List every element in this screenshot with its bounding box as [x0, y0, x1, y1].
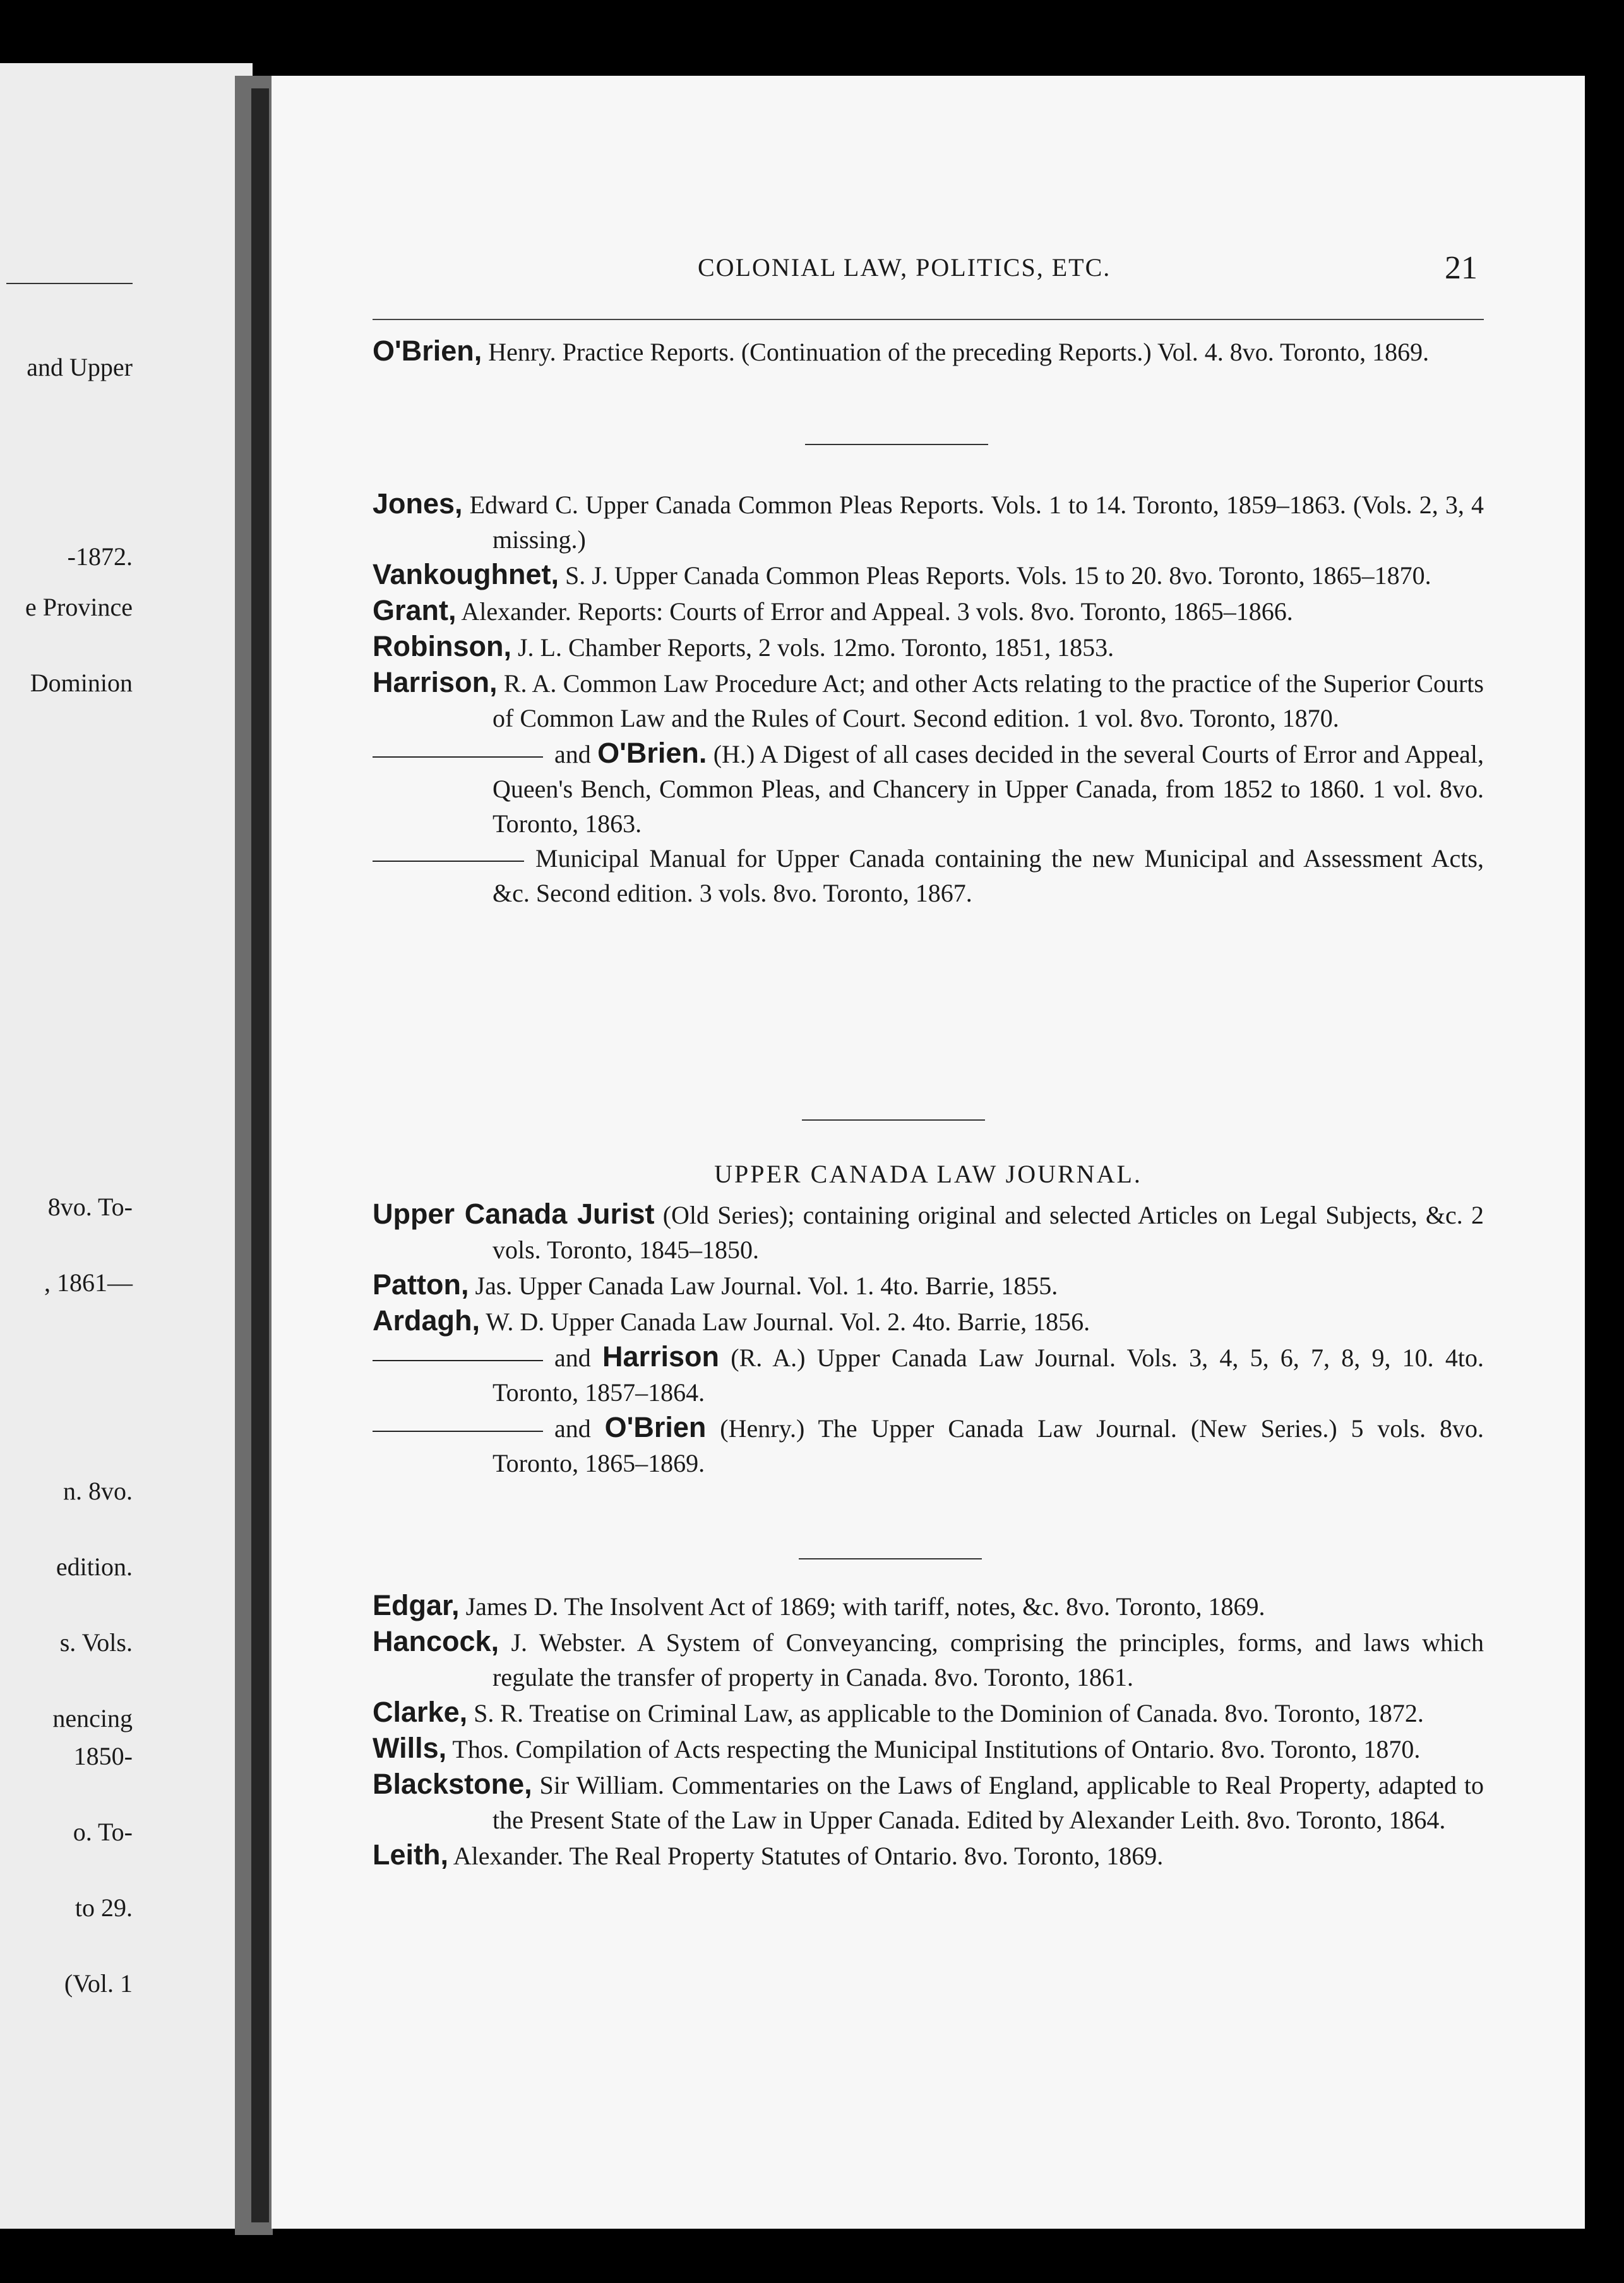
- left-fragment: e Province: [25, 593, 133, 621]
- left-fragment: to 29.: [75, 1893, 133, 1922]
- separator-rule: [799, 1558, 982, 1559]
- author-surname: Hancock,: [373, 1625, 499, 1657]
- entry-text: W. D. Upper Canada Law Journal. Vol. 2. 4to. Barrie, 1856.: [480, 1308, 1090, 1336]
- left-fragment: Dominion: [30, 669, 133, 697]
- author-surname: Grant,: [373, 594, 457, 626]
- left-fragment: and Upper: [27, 353, 133, 381]
- entry-text: J. Webster. A System of Conveyancing, comprising the principles, forms, and laws which regulate the transfer of property in Canada. 8vo. Toronto, 1861.: [493, 1628, 1484, 1691]
- entry-text: (R. A.) Upper Canada Law Journal. Vols. 3, 4, 5, 6, 7, 8, 9, 10. 4to. Toronto, 1857–1864.: [493, 1344, 1484, 1407]
- header-rule: [373, 319, 1484, 320]
- entry-text: Municipal Manual for Upper Canada containing the new Municipal and Assessment Acts, &c. Second edition. 3 vols. 8vo. Toronto, 1867.: [493, 844, 1484, 907]
- left-fragment: o. To-: [73, 1818, 133, 1846]
- author-surname: Vankoughnet,: [373, 558, 559, 590]
- ditto-dash: [373, 756, 543, 758]
- author-surname: Upper Canada Jurist: [373, 1198, 655, 1230]
- author-surname: Edgar,: [373, 1589, 460, 1621]
- entry-text: Alexander. Reports: Courts of Error and Appeal. 3 vols. 8vo. Toronto, 1865–1866.: [456, 597, 1293, 626]
- right-page: [272, 76, 1585, 2229]
- entry-text: Edward C. Upper Canada Common Pleas Reports. Vols. 1 to 14. Toronto, 1859–1863. (Vols. 2, 3, 4 missing.): [462, 491, 1484, 554]
- entry-text: James D. The Insolvent Act of 1869; with tariff, notes, &c. 8vo. Toronto, 1869.: [459, 1592, 1265, 1621]
- entry-text: S. J. Upper Canada Common Pleas Reports. Vols. 15 to 20. 8vo. Toronto, 1865–1870.: [559, 561, 1431, 590]
- left-fragment: n. 8vo.: [63, 1477, 133, 1505]
- author-surname: Blackstone,: [373, 1768, 532, 1800]
- entry-prefix: and: [554, 740, 598, 768]
- author-surname: Wills,: [373, 1732, 447, 1764]
- entry-text: Henry. Practice Reports. (Continuation of the preceding Reports.) Vol. 4. 8vo. Toronto, 1869.: [482, 338, 1430, 366]
- ditto-dash: [373, 1431, 543, 1432]
- left-facing-page: [0, 63, 253, 2229]
- ditto-dash: [373, 861, 524, 862]
- journal-block: [373, 1196, 1484, 1481]
- entry-text: (Henry.) The Upper Canada Law Journal. (New Series.) 5 vols. 8vo. Toronto, 1865–1869.: [493, 1414, 1484, 1477]
- entry-text: Thos. Compilation of Acts respecting the Municipal Institutions of Ontario. 8vo. Toronto, 1870.: [446, 1735, 1421, 1763]
- left-fragment: 1850-: [73, 1742, 133, 1770]
- entry-obrien-practice: [373, 333, 1484, 369]
- left-fragment: nencing: [52, 1704, 133, 1732]
- left-fragment: 8vo. To-: [47, 1193, 133, 1221]
- entry-text: Alexander. The Real Property Statutes of Ontario. 8vo. Toronto, 1869.: [448, 1842, 1164, 1870]
- page-number: 21: [1445, 250, 1478, 286]
- entry-text: S. R. Treatise on Criminal Law, as applicable to the Dominion of Canada. 8vo. Toronto, 1872.: [467, 1699, 1424, 1727]
- entry-text: Sir William. Commentaries on the Laws of England, applicable to Real Property, adapted to the Present State of the Law in Upper Canada. Edited by Alexander Leith. 8vo. Toronto, 1864.: [493, 1771, 1484, 1834]
- author-surname: Leith,: [373, 1839, 448, 1871]
- entry-text: J. L. Chamber Reports, 2 vols. 12mo. Toronto, 1851, 1853.: [511, 633, 1114, 662]
- separator-rule: [802, 1119, 985, 1121]
- left-fragment: , 1861—: [44, 1268, 133, 1297]
- section-title: UPPER CANADA LAW JOURNAL.: [714, 1160, 1142, 1188]
- reports-block: [373, 486, 1484, 910]
- entry-text: (H.) A Digest of all cases decided in the several Courts of Error and Appeal, Queen's Bench, Common Pleas, and Chancery in Upper Canada, from 1852 to 1860. 1 vol. 8vo. Toronto, 1863.: [493, 740, 1484, 838]
- miscellaneous-block: [373, 1588, 1484, 1873]
- author-surname: O'Brien: [604, 1411, 707, 1443]
- author-surname: Ardagh,: [373, 1304, 481, 1337]
- entry-prefix: and: [554, 1344, 602, 1372]
- author-surname: Patton,: [373, 1268, 469, 1301]
- author-surname: Harrison: [602, 1340, 720, 1373]
- author-surname: O'Brien,: [373, 335, 482, 367]
- separator-rule: [805, 444, 988, 445]
- left-fragment: edition.: [56, 1553, 133, 1581]
- entry-text: R. A. Common Law Procedure Act; and other Acts relating to the practice of the Superior Courts of Common Law and the Rules of Court. Second edition. 1 vol. 8vo. Toronto, 1870.: [493, 669, 1484, 732]
- gutter-shadow: [251, 88, 269, 2222]
- author-surname: Clarke,: [373, 1696, 468, 1728]
- entry-prefix: and: [554, 1414, 605, 1443]
- author-surname: Harrison,: [373, 666, 498, 698]
- author-surname: O'Brien.: [597, 737, 707, 769]
- running-header: COLONIAL LAW, POLITICS, ETC.: [698, 253, 1111, 282]
- left-page-rule: [6, 283, 133, 284]
- entry-text: (Old Series); containing original and selected Articles on Legal Subjects, &c. 2 vols. Toronto, 1845–1850.: [493, 1201, 1484, 1264]
- author-surname: Jones,: [373, 487, 463, 520]
- author-surname: Robinson,: [373, 630, 511, 662]
- ditto-dash: [373, 1360, 543, 1361]
- left-fragment: (Vol. 1: [64, 1969, 133, 1998]
- entry-text: Jas. Upper Canada Law Journal. Vol. 1. 4to. Barrie, 1855.: [469, 1272, 1058, 1300]
- left-fragment: -1872.: [67, 542, 133, 571]
- left-fragment: s. Vols.: [59, 1628, 133, 1657]
